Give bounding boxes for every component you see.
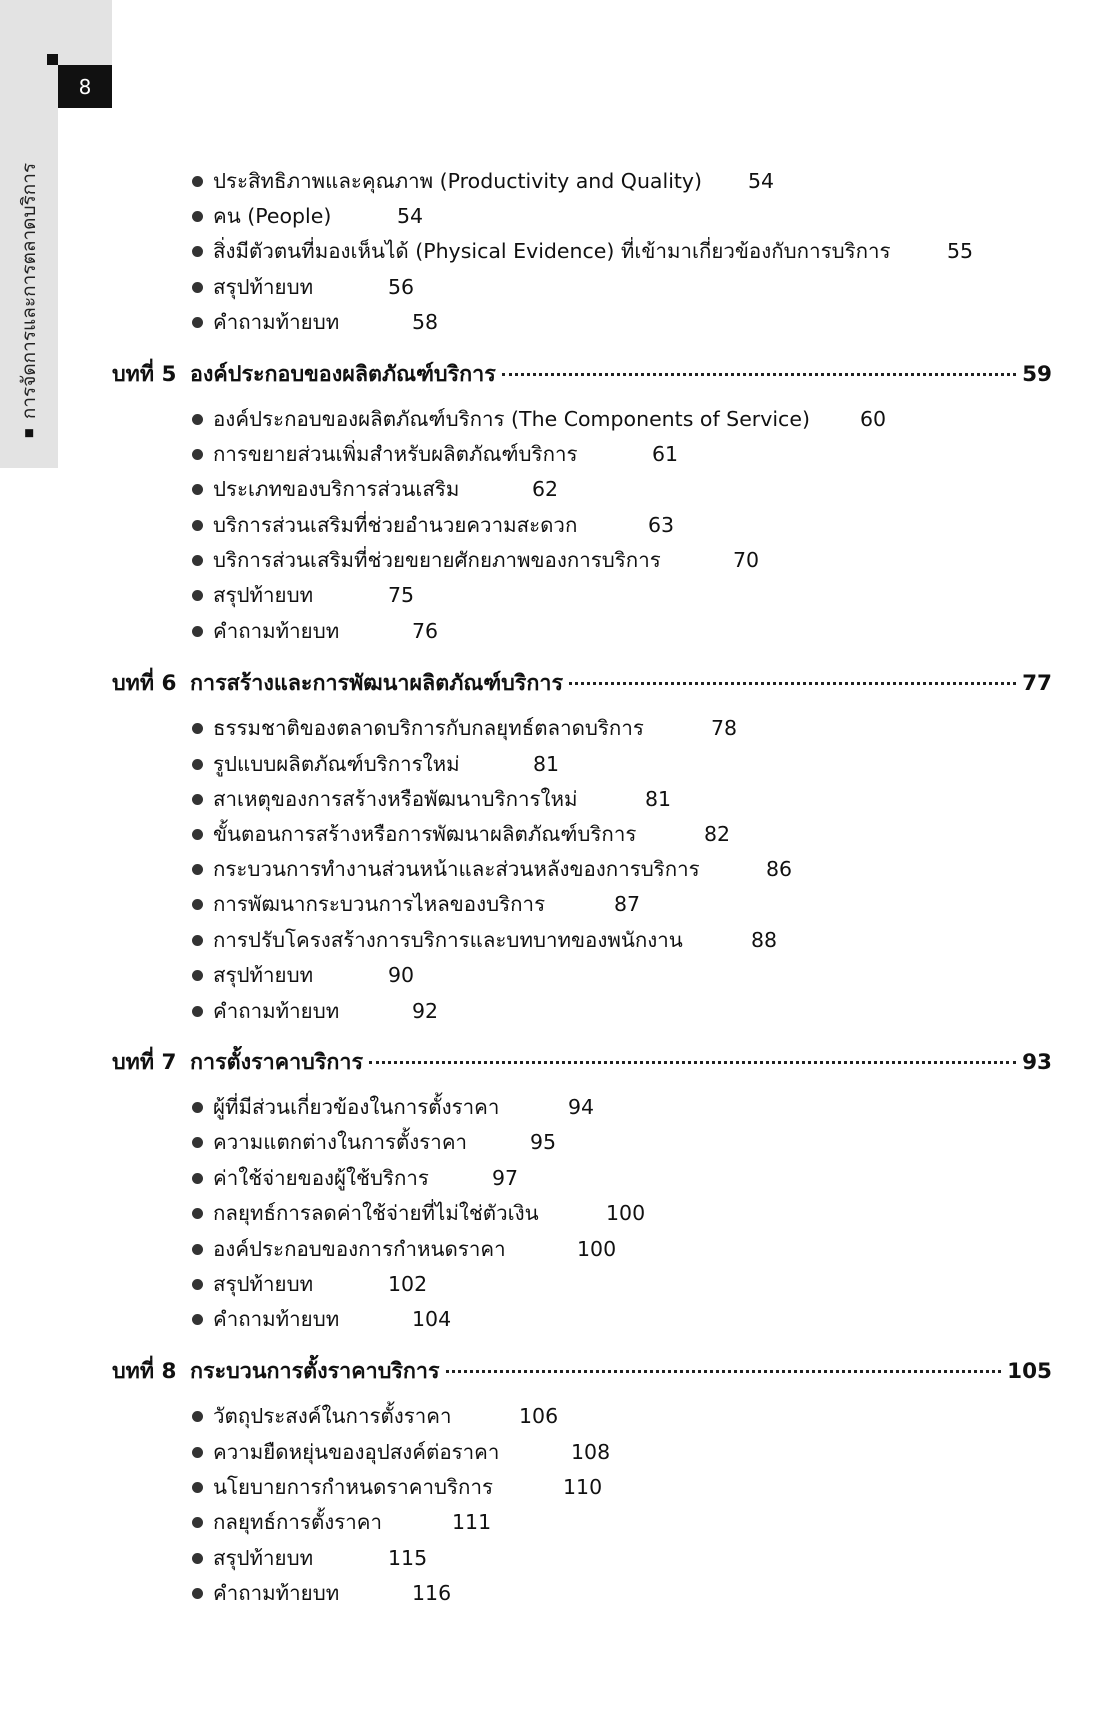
toc-item[interactable] [192, 1236, 506, 1262]
toc-item-label: สิ่งมีตัวตนที่มองเห็นได้ (Physical Evidence) ที่เข้ามาเกี่ยวข้องกับการบริการ [213, 239, 891, 263]
toc-item-page: 88 [751, 928, 778, 952]
running-title-text: การจัดการและการตลาดบริการ [18, 162, 40, 420]
toc-item[interactable] [192, 1094, 499, 1120]
toc-item[interactable] [192, 1474, 493, 1500]
bullet-icon [192, 1208, 203, 1219]
bullet-icon [192, 317, 203, 328]
toc-item[interactable] [192, 547, 661, 573]
corner-mark [47, 54, 58, 65]
toc-item-label: ค่าใช้จ่ายของผู้ใช้บริการ [213, 1166, 429, 1190]
bullet-icon [192, 484, 203, 495]
toc-item[interactable] [192, 891, 545, 917]
bullet-icon [192, 1482, 203, 1493]
toc-item-label: คำถามท้ายบท [213, 310, 340, 334]
bullet-icon [192, 935, 203, 946]
toc-item-label: สรุปท้ายบท [213, 275, 314, 299]
toc-item-label: กระบวนการทำงานส่วนหน้าและส่วนหลังของการบริการ [213, 857, 700, 881]
chapter-heading[interactable] [112, 670, 1052, 698]
toc-item[interactable] [192, 715, 644, 741]
chapter-number: บทที่ 5 [112, 362, 177, 387]
toc-item-page: 62 [532, 477, 559, 501]
dot-leader [369, 1061, 1016, 1064]
bullet-icon [192, 829, 203, 840]
chapter-heading[interactable] [112, 1358, 1052, 1386]
toc-item-page: 82 [704, 822, 731, 846]
toc-item-label: สรุปท้ายบท [213, 963, 314, 987]
toc-item[interactable] [192, 168, 702, 194]
toc-item-label: ผู้ที่มีส่วนเกี่ยวข้องในการตั้งราคา [213, 1095, 500, 1119]
bullet-icon [192, 282, 203, 293]
toc-item[interactable] [192, 512, 577, 538]
chapter-heading[interactable] [112, 361, 1052, 389]
chapter-title: การตั้งราคาบริการ [190, 1050, 364, 1075]
toc-item-label: คำถามท้ายบท [213, 619, 340, 643]
toc-item-page: 63 [648, 513, 675, 537]
toc-item-label: นโยบายการกำหนดราคาบริการ [213, 1475, 493, 1499]
toc-item-label: ประเภทของบริการส่วนเสริม [213, 477, 460, 501]
toc-item[interactable] [192, 1545, 313, 1571]
dot-leader [502, 373, 1016, 376]
toc-item-label: การขยายส่วนเพิ่มสำหรับผลิตภัณฑ์บริการ [213, 442, 578, 466]
toc-item-label: วัตถุประสงค์ในการตั้งราคา [213, 1404, 452, 1428]
toc-item-page: 111 [452, 1510, 492, 1534]
toc-item[interactable] [192, 476, 459, 502]
toc-item-page: 87 [614, 892, 641, 916]
toc-item[interactable] [192, 1165, 429, 1191]
toc-item-label: คำถามท้ายบท [213, 999, 340, 1023]
running-title [15, 150, 43, 450]
chapter-page: 93 [1022, 1050, 1052, 1075]
bullet-icon [192, 1411, 203, 1422]
toc-item-label: สรุปท้ายบท [213, 1546, 314, 1570]
toc-item[interactable] [192, 274, 313, 300]
toc-item-label: ขั้นตอนการสร้างหรือการพัฒนาผลิตภัณฑ์บริการ [213, 822, 637, 846]
toc-item-page: 78 [711, 716, 738, 740]
toc-item-page: 97 [492, 1166, 519, 1190]
chapter-number: บทที่ 6 [112, 671, 177, 696]
bullet-icon [192, 1137, 203, 1148]
toc-item-label: กลยุทธ์การลดค่าใช้จ่ายที่ไม่ใช่ตัวเงิน [213, 1201, 539, 1225]
bullet-icon [192, 1173, 203, 1184]
toc-item-page: 86 [766, 857, 793, 881]
toc-item[interactable] [192, 1439, 499, 1465]
toc-item[interactable] [192, 238, 891, 264]
bullet-icon [192, 414, 203, 425]
toc-item-page: 94 [568, 1095, 595, 1119]
page-number: 8 [58, 65, 112, 108]
bullet-icon [192, 1447, 203, 1458]
toc-item[interactable] [192, 821, 636, 847]
toc-item-page: 56 [388, 275, 415, 299]
bullet-icon [192, 555, 203, 566]
toc-item-page: 106 [519, 1404, 559, 1428]
toc-item-page: 90 [388, 963, 415, 987]
toc-item[interactable] [192, 998, 339, 1024]
toc-item[interactable] [192, 1509, 382, 1535]
bullet-icon [192, 211, 203, 222]
bullet-icon [192, 1517, 203, 1528]
bullet-icon [192, 1006, 203, 1017]
toc-item-page: 92 [412, 999, 439, 1023]
toc-item[interactable] [192, 1306, 339, 1332]
toc-item-label: องค์ประกอบของการกำหนดราคา [213, 1237, 506, 1261]
toc-item-page: 60 [860, 407, 887, 431]
dot-leader [446, 1370, 1002, 1373]
bullet-icon [192, 449, 203, 460]
toc-item[interactable] [192, 927, 683, 953]
toc-item-label: คำถามท้ายบท [213, 1581, 340, 1605]
toc-item-page: 100 [577, 1237, 617, 1261]
toc-item-page: 70 [733, 548, 760, 572]
toc-item[interactable] [192, 1580, 339, 1606]
toc-item[interactable] [192, 856, 700, 882]
toc-item-page: 54 [397, 204, 424, 228]
bullet-icon [192, 723, 203, 734]
bullet-icon [192, 1553, 203, 1564]
toc-item-label: คำถามท้ายบท [213, 1307, 340, 1331]
toc-item[interactable] [192, 1129, 467, 1155]
toc-item-label: สาเหตุของการสร้างหรือพัฒนาบริการใหม่ [213, 787, 578, 811]
bullet-icon [192, 899, 203, 910]
toc-item-page: 55 [947, 239, 974, 263]
toc-item-label: บริการส่วนเสริมที่ช่วยอำนวยความสะดวก [213, 513, 578, 537]
bullet-icon [192, 176, 203, 187]
bullet-icon [192, 626, 203, 637]
toc-item-page: 81 [533, 752, 560, 776]
toc-item[interactable] [192, 1403, 452, 1429]
toc-item-label: การปรับโครงสร้างการบริการและบทบาทของพนักงาน [213, 928, 683, 952]
toc-item-label: บริการส่วนเสริมที่ช่วยขยายศักยภาพของการบริการ [213, 548, 661, 572]
chapter-title: การสร้างและการพัฒนาผลิตภัณฑ์บริการ [190, 671, 563, 696]
bullet-icon [192, 520, 203, 531]
toc-item[interactable] [192, 203, 331, 229]
toc-item-label: สรุปท้ายบท [213, 1272, 314, 1296]
toc-item[interactable] [192, 1200, 539, 1226]
toc-item-label: ประสิทธิภาพและคุณภาพ (Productivity and Quality) [213, 169, 703, 193]
bullet-icon [192, 590, 203, 601]
toc-item[interactable] [192, 406, 810, 432]
toc-item-page: 110 [563, 1475, 603, 1499]
toc-item-page: 61 [652, 442, 679, 466]
bullet-icon [192, 1244, 203, 1255]
toc-item[interactable] [192, 962, 313, 988]
toc-item-label: สรุปท้ายบท [213, 583, 314, 607]
toc-item-label: รูปแบบผลิตภัณฑ์บริการใหม่ [213, 752, 460, 776]
chapter-page: 59 [1022, 362, 1052, 387]
bullet-icon [192, 864, 203, 875]
chapter-title: กระบวนการตั้งราคาบริการ [190, 1359, 440, 1384]
chapter-number: บทที่ 8 [112, 1359, 177, 1384]
dot-leader [569, 682, 1016, 685]
toc-item-page: 102 [388, 1272, 428, 1296]
toc-item[interactable] [192, 441, 578, 467]
toc-item[interactable] [192, 582, 313, 608]
toc-item-label: องค์ประกอบของผลิตภัณฑ์บริการ (The Components of Service) [213, 407, 810, 431]
toc-item-page: 100 [606, 1201, 646, 1225]
toc-item[interactable] [192, 1271, 313, 1297]
bullet-icon [192, 1588, 203, 1599]
toc-item-label: ธรรมชาติของตลาดบริการกับกลยุทธ์ตลาดบริการ [213, 716, 644, 740]
toc-item-page: 108 [571, 1440, 611, 1464]
toc-item-page: 95 [530, 1130, 557, 1154]
toc-item-page: 81 [645, 787, 672, 811]
toc-item-page: 75 [388, 583, 415, 607]
chapter-title: องค์ประกอบของผลิตภัณฑ์บริการ [190, 362, 496, 387]
toc-item-page: 76 [412, 619, 439, 643]
chapter-number: บทที่ 7 [112, 1050, 177, 1075]
bullet-icon [192, 1314, 203, 1325]
toc-item-page: 116 [412, 1581, 452, 1605]
toc-item-label: ความแตกต่างในการตั้งราคา [213, 1130, 468, 1154]
bullet-icon [192, 1102, 203, 1113]
toc-item-page: 58 [412, 310, 439, 334]
toc-item-page: 54 [748, 169, 775, 193]
toc-item[interactable] [192, 751, 460, 777]
bullet-icon [192, 970, 203, 981]
toc-item-label: ความยืดหยุ่นของอุปสงค์ต่อราคา [213, 1440, 500, 1464]
bullet-icon [192, 246, 203, 257]
toc-item-page: 104 [412, 1307, 452, 1331]
bullet-icon [192, 1279, 203, 1290]
square-bullet-icon [25, 429, 33, 437]
toc-item-label: กลยุทธ์การตั้งราคา [213, 1510, 383, 1534]
toc-item[interactable] [192, 786, 578, 812]
bullet-icon [192, 794, 203, 805]
chapter-heading[interactable] [112, 1049, 1052, 1077]
chapter-page: 77 [1022, 671, 1052, 696]
toc-item[interactable] [192, 309, 339, 335]
chapter-page: 105 [1007, 1359, 1052, 1384]
toc-item[interactable] [192, 618, 339, 644]
bullet-icon [192, 759, 203, 770]
toc-item-label: การพัฒนากระบวนการไหลของบริการ [213, 892, 546, 916]
toc-item-page: 115 [388, 1546, 428, 1570]
toc-item-label: คน (People) [213, 204, 332, 228]
